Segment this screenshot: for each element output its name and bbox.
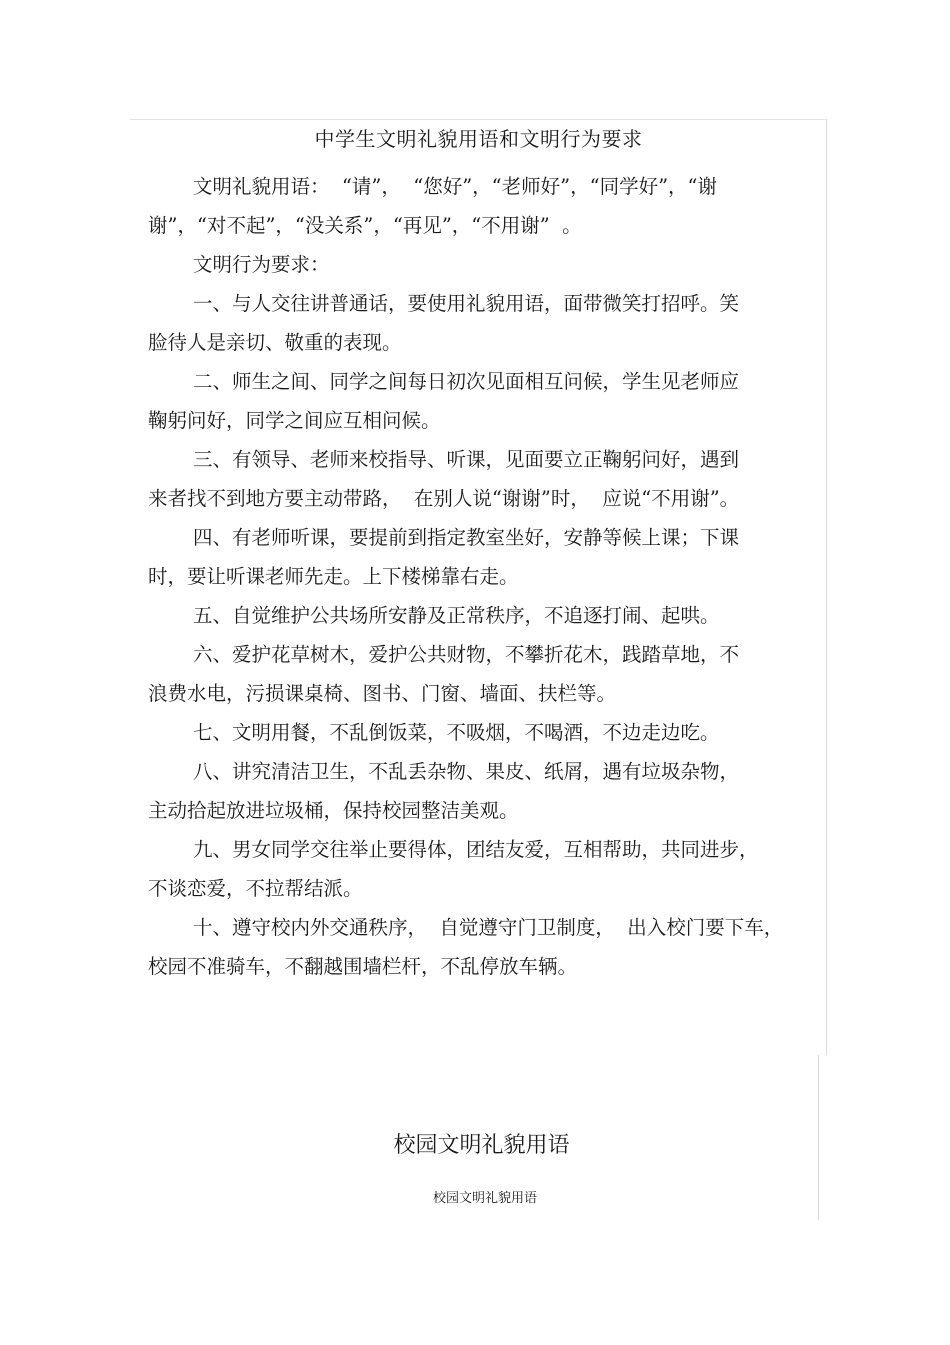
body-line: 四、有老师听课，要提前到指定教室坐好，安静等候上课；下课 — [193, 526, 740, 549]
body-line: 文明礼貌用语： “请”， “您好”，“老师好”，“同学好”，“谢 — [193, 175, 718, 198]
body-line: 八、讲究清洁卫生，不乱丢杂物、果皮、纸屑，遇有垃圾杂物， — [193, 760, 740, 783]
body-line: 七、文明用餐，不乱倒饭菜，不吸烟，不喝酒，不边走边吃。 — [193, 721, 720, 744]
body-line: 谢”，“对不起”，“没关系”，“再见”，“不用谢” 。 — [148, 214, 582, 237]
body-line: 二、师生之间、同学之间每日初次见面相互问候，学生见老师应 — [193, 370, 740, 393]
body-line: 浪费水电，污损课桌椅、图书、门窗、墙面、扶栏等。 — [148, 682, 617, 705]
body-line: 主动拾起放进垃圾桶，保持校园整洁美观。 — [148, 799, 519, 822]
body-line: 一、与人交往讲普通话，要使用礼貌用语，面带微笑打招呼。笑 — [193, 292, 740, 315]
footer-subheading: 校园文明礼貌用语 — [432, 1191, 537, 1206]
body-line: 三、有领导、老师来校指导、听课，见面要立正鞠躬问好，遇到 — [193, 448, 740, 471]
body-line: 十、遵守校内外交通秩序， 自觉遵守门卫制度， 出入校门要下车， — [193, 916, 784, 939]
body-line: 来者找不到地方要主动带路， 在别人说“谢谢”时， 应说“不用谢”。 — [148, 487, 740, 510]
footer-heading: 校园文明礼貌用语 — [393, 1133, 570, 1158]
body-line: 九、男女同学交往举止要得体，团结友爱，互相帮助，共同进步， — [193, 838, 759, 861]
body-line: 鞠躬问好，同学之间应互相问候。 — [148, 409, 441, 432]
body-line: 六、爱护花草树木，爱护公共财物，不攀折花木，践踏草地，不 — [193, 643, 740, 666]
body-line: 不谈恋爱，不拉帮结派。 — [148, 877, 363, 900]
page-border-top — [130, 119, 827, 120]
body-line: 脸待人是亲切、敬重的表现。 — [148, 331, 402, 354]
body-line: 时，要让听课老师先走。上下楼梯靠右走。 — [148, 565, 519, 588]
body-line: 文明行为要求： — [193, 253, 330, 276]
document-title: 中学生文明礼貌用语和文明行为要求 — [314, 127, 643, 151]
body-line: 校园不准骑车，不翻越围墙栏杆，不乱停放车辆。 — [148, 955, 578, 978]
page-border-right — [826, 119, 827, 1055]
body-line: 五、自觉维护公共场所安静及正常秩序，不追逐打闹、起哄。 — [193, 604, 720, 627]
document-body — [148, 167, 820, 986]
